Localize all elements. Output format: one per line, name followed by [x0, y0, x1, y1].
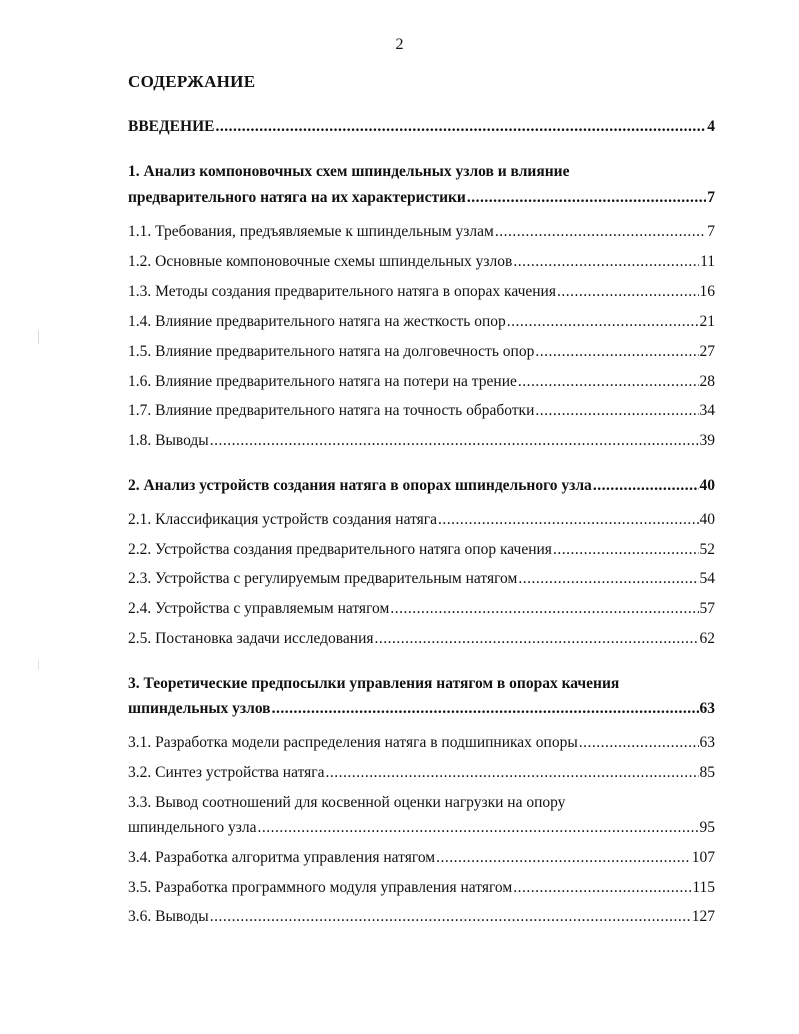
toc-entry-page: 95 — [699, 819, 715, 836]
dot-leader — [507, 313, 699, 331]
toc-entry-text: 1.6. Влияние предварительного натяга на потери на трение — [128, 373, 517, 390]
toc-entry-page: 40 — [699, 477, 715, 494]
toc-entry-2-2 — [128, 541, 715, 559]
dot-leader — [390, 600, 698, 618]
toc-entry-3-4 — [128, 849, 715, 867]
toc-entry-chapter3 — [128, 700, 715, 718]
toc-entry-text: шпиндельного узла — [128, 819, 257, 836]
toc-entry-text: 3.5. Разработка программного модуля управления натягом — [128, 879, 513, 896]
dot-leader — [579, 734, 699, 752]
toc-entry-page: 4 — [707, 118, 715, 135]
toc-entry-text: 1.5. Влияние предварительного натяга на долговечность опор — [128, 343, 535, 360]
chapter1-heading-line1: 1. Анализ компоновочных схем шпиндельных узлов и влияние — [128, 163, 570, 180]
dot-leader — [513, 879, 691, 897]
toc-entry-2-3 — [128, 570, 715, 588]
toc-entry-3-5 — [128, 879, 715, 897]
toc-entry-1-4 — [128, 313, 715, 331]
toc-entry-text: 1.7. Влияние предварительного натяга на точность обработки — [128, 402, 535, 419]
toc-entry-1-5 — [128, 343, 715, 361]
toc-entry-page: 21 — [699, 313, 715, 330]
dot-leader — [326, 764, 699, 782]
toc-entry-text: 2.4. Устройства с управляемым натягом — [128, 600, 390, 617]
dot-leader — [375, 630, 699, 648]
dot-leader — [513, 253, 699, 271]
dot-leader — [438, 511, 698, 529]
toc-entry-text: предварительного натяга на их характеристики — [128, 189, 466, 206]
toc-entry-intro — [128, 118, 715, 136]
toc-entry-page: 57 — [699, 600, 715, 617]
dot-leader — [518, 570, 698, 588]
dot-leader — [436, 849, 691, 867]
dot-leader — [210, 908, 691, 926]
scan-margin-mark — [38, 660, 39, 670]
toc-entry-page: 34 — [699, 402, 715, 419]
toc-entry-text: 3.4. Разработка алгоритма управления натягом — [128, 849, 436, 866]
chapter3-heading-line1: 3. Теоретические предпосылки управления натягом в опорах качения — [128, 675, 620, 692]
dot-leader — [518, 373, 699, 391]
toc-entry-page: 11 — [700, 253, 715, 270]
dot-leader — [593, 477, 699, 495]
toc-entry-page: 63 — [699, 734, 715, 751]
dot-leader — [258, 819, 699, 837]
toc-entry-chapter1 — [128, 189, 715, 207]
toc-entry-page: 28 — [699, 373, 715, 390]
toc-entry-1-6 — [128, 373, 715, 391]
toc-entry-text: 3.6. Выводы — [128, 908, 209, 925]
toc-entry-1-3 — [128, 283, 715, 301]
scan-margin-mark — [38, 330, 39, 344]
toc-entry-2-1 — [128, 511, 715, 529]
toc-entry-text: 2.2. Устройства создания предварительного натяга опор качения — [128, 541, 552, 558]
toc-entry-2-5 — [128, 630, 715, 648]
toc-entry-text: 1.1. Требования, предъявляемые к шпиндельным узлам — [128, 223, 494, 240]
toc-entry-text: 2.1. Классификация устройств создания натяга — [128, 511, 438, 528]
dot-leader — [557, 283, 699, 301]
toc-entry-3-3-line1: 3.3. Вывод соотношений для косвенной оценки нагрузки на опору — [128, 794, 566, 811]
toc-entry-3-6 — [128, 908, 715, 926]
dot-leader — [272, 700, 699, 718]
toc-entry-page: 16 — [699, 283, 715, 300]
dot-leader — [467, 189, 706, 207]
toc-entry-page: 7 — [707, 189, 715, 206]
toc-entry-text: 1.2. Основные компоновочные схемы шпиндельных узлов — [128, 253, 513, 270]
toc-entry-1-1 — [128, 223, 715, 241]
toc-entry-1-7 — [128, 402, 715, 420]
toc-entry-page: 62 — [699, 630, 715, 647]
page-number: 2 — [395, 36, 404, 53]
toc-entry-page: 27 — [699, 343, 715, 360]
toc-entry-page: 107 — [691, 849, 715, 866]
toc-entry-page: 40 — [699, 511, 715, 528]
toc-entry-text: 2. Анализ устройств создания натяга в опорах шпиндельного узла — [128, 477, 592, 494]
toc-entry-page: 52 — [699, 541, 715, 558]
dot-leader — [535, 402, 698, 420]
toc-entry-3-3 — [128, 819, 715, 837]
toc-entry-page: 39 — [699, 432, 715, 449]
toc-entry-3-2 — [128, 764, 715, 782]
toc-entry-text: ВВЕДЕНИЕ — [128, 118, 215, 135]
toc-entry-page: 115 — [692, 879, 715, 896]
toc-entry-text: 2.3. Устройства с регулируемым предварительным натягом — [128, 570, 518, 587]
toc-entry-text: 1.8. Выводы — [128, 432, 209, 449]
toc-entry-chapter2 — [128, 477, 715, 495]
toc-title: СОДЕРЖАНИЕ — [128, 72, 256, 91]
toc-entry-1-2 — [128, 253, 715, 271]
toc-entry-3-1 — [128, 734, 715, 752]
toc-entry-page: 85 — [699, 764, 715, 781]
dot-leader — [210, 432, 699, 450]
toc-entry-page: 54 — [699, 570, 715, 587]
dot-leader — [495, 223, 706, 241]
toc-entry-text: шпиндельных узлов — [128, 700, 271, 717]
toc-entry-page: 127 — [691, 908, 715, 925]
toc-entry-page: 7 — [707, 223, 715, 240]
dot-leader — [553, 541, 699, 559]
dot-leader — [535, 343, 698, 361]
toc-entry-2-4 — [128, 600, 715, 618]
toc-entry-page: 63 — [699, 700, 715, 717]
toc-entry-text: 3.2. Синтез устройства натяга — [128, 764, 325, 781]
toc-entry-text: 2.5. Постановка задачи исследования — [128, 630, 374, 647]
toc-entry-text: 3.1. Разработка модели распределения натяга в подшипниках опоры — [128, 734, 578, 751]
toc-entry-text: 1.3. Методы создания предварительного натяга в опорах качения — [128, 283, 556, 300]
toc-entry-1-8 — [128, 432, 715, 450]
toc-entry-text: 1.4. Влияние предварительного натяга на жесткость опор — [128, 313, 506, 330]
dot-leader — [215, 118, 706, 136]
